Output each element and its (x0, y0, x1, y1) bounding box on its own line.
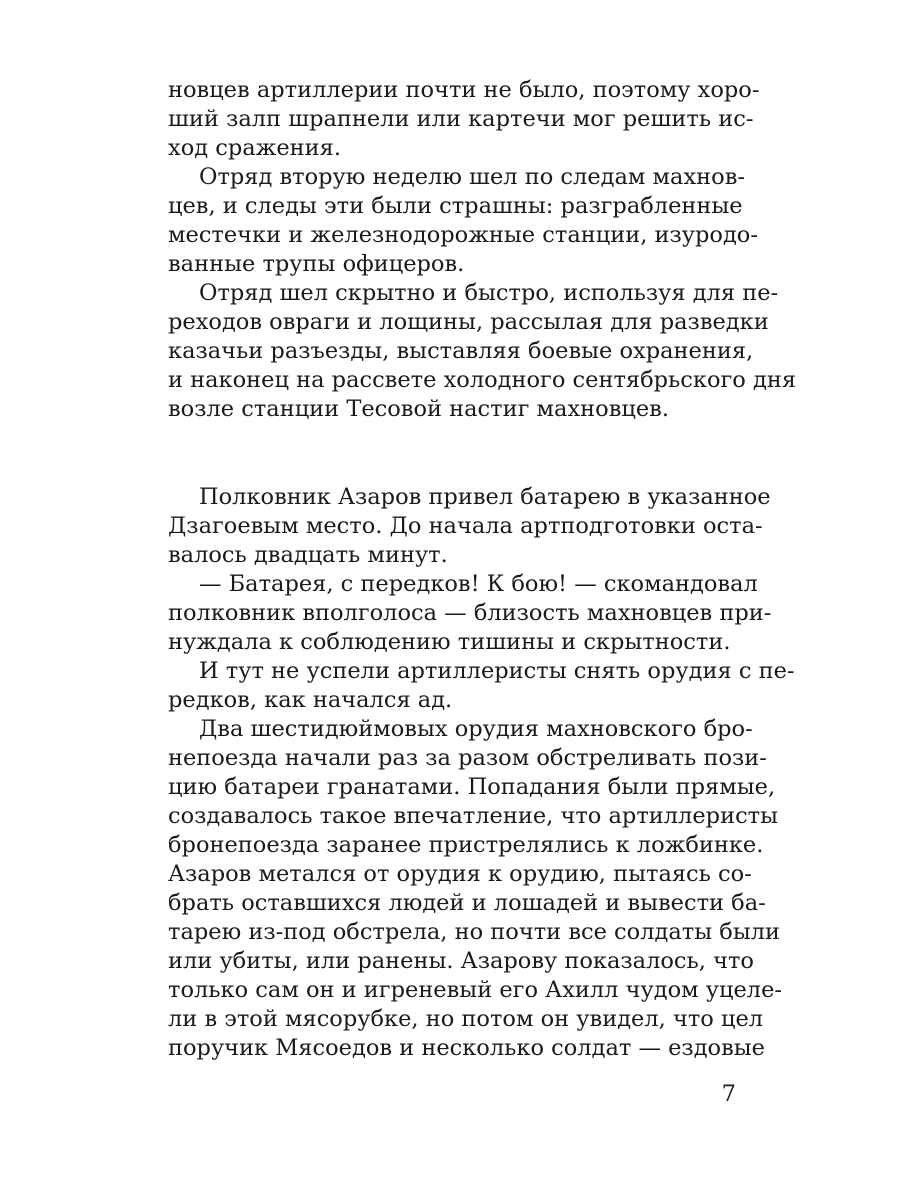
text-section-1 (168, 76, 797, 424)
text-line: тарею из-под обстрела, но почти все солдаты были (168, 919, 781, 945)
text-line: только сам он и игреневый его Ахилл чудом уцеле- (168, 977, 783, 1003)
text-line: И тут не успели артиллеристы снять орудия с пе- (199, 658, 795, 684)
text-line: брать оставшихся людей и лошадей и вывести ба- (168, 890, 766, 916)
text-line: полковник вполголоса — близость махновцев при- (168, 600, 772, 626)
text-line: Отряд вторую неделю шел по следам махнов- (199, 164, 745, 190)
text-line: ход сражения. (168, 135, 342, 161)
text-line: реходов овраги и лощины, рассылая для разведки (168, 309, 769, 335)
text-line: Полковник Азаров привел батарею в указанное (199, 484, 771, 510)
text-line: цию батареи гранатами. Попадания были прямые, (168, 774, 776, 800)
text-line: поручик Мясоедов и несколько солдат — ездовые (168, 1035, 765, 1061)
text-line: нуждала к соблюдению тишины и скрытности. (168, 629, 731, 655)
text-line: новцев артиллерии почти не было, поэтому хоро- (168, 77, 760, 103)
text-line: казачьи разъезды, выставляя боевые охранения, (168, 338, 754, 364)
text-line: Дзагоевым место. До начала артподготовки оста- (168, 513, 763, 539)
text-line: бронепоезда заранее пристрелялись к ложбинке. (168, 832, 764, 858)
text-line: и наконец на рассвете холодного сентябрьского дня (168, 367, 797, 393)
text-line: валось двадцать минут. (168, 542, 448, 568)
text-section-2 (168, 483, 795, 1063)
text-line: местечки и железнодорожные станции, изуродо- (168, 222, 758, 248)
text-line: ли в этой мясорубке, но потом он увидел, что цел (168, 1006, 764, 1032)
page-number: 7 (721, 1081, 736, 1107)
text-line: редков, как начался ад. (168, 687, 453, 713)
text-line: или убиты, или ранены. Азарову показалось, что (168, 948, 754, 974)
text-line: цев, и следы эти были страшны: разграбленные (168, 193, 743, 219)
text-line: Отряд шел скрытно и быстро, используя для пе- (199, 280, 779, 306)
text-line: возле станции Тесовой настиг махновцев. (168, 396, 669, 422)
text-line: — Батарея, с передков! К бою! — скомандовал (199, 571, 758, 597)
text-line: ванные трупы офицеров. (168, 251, 465, 277)
text-line: ший залп шрапнели или картечи мог решить ис- (168, 106, 754, 132)
text-line: непоезда начали раз за разом обстреливать пози- (168, 745, 767, 771)
text-line: Азаров метался от орудия к орудию, пытаясь со- (168, 861, 752, 887)
text-line: Два шестидюймовых орудия махновского бро- (199, 716, 753, 742)
text-line: создавалось такое впечатление, что артиллеристы (168, 803, 779, 829)
